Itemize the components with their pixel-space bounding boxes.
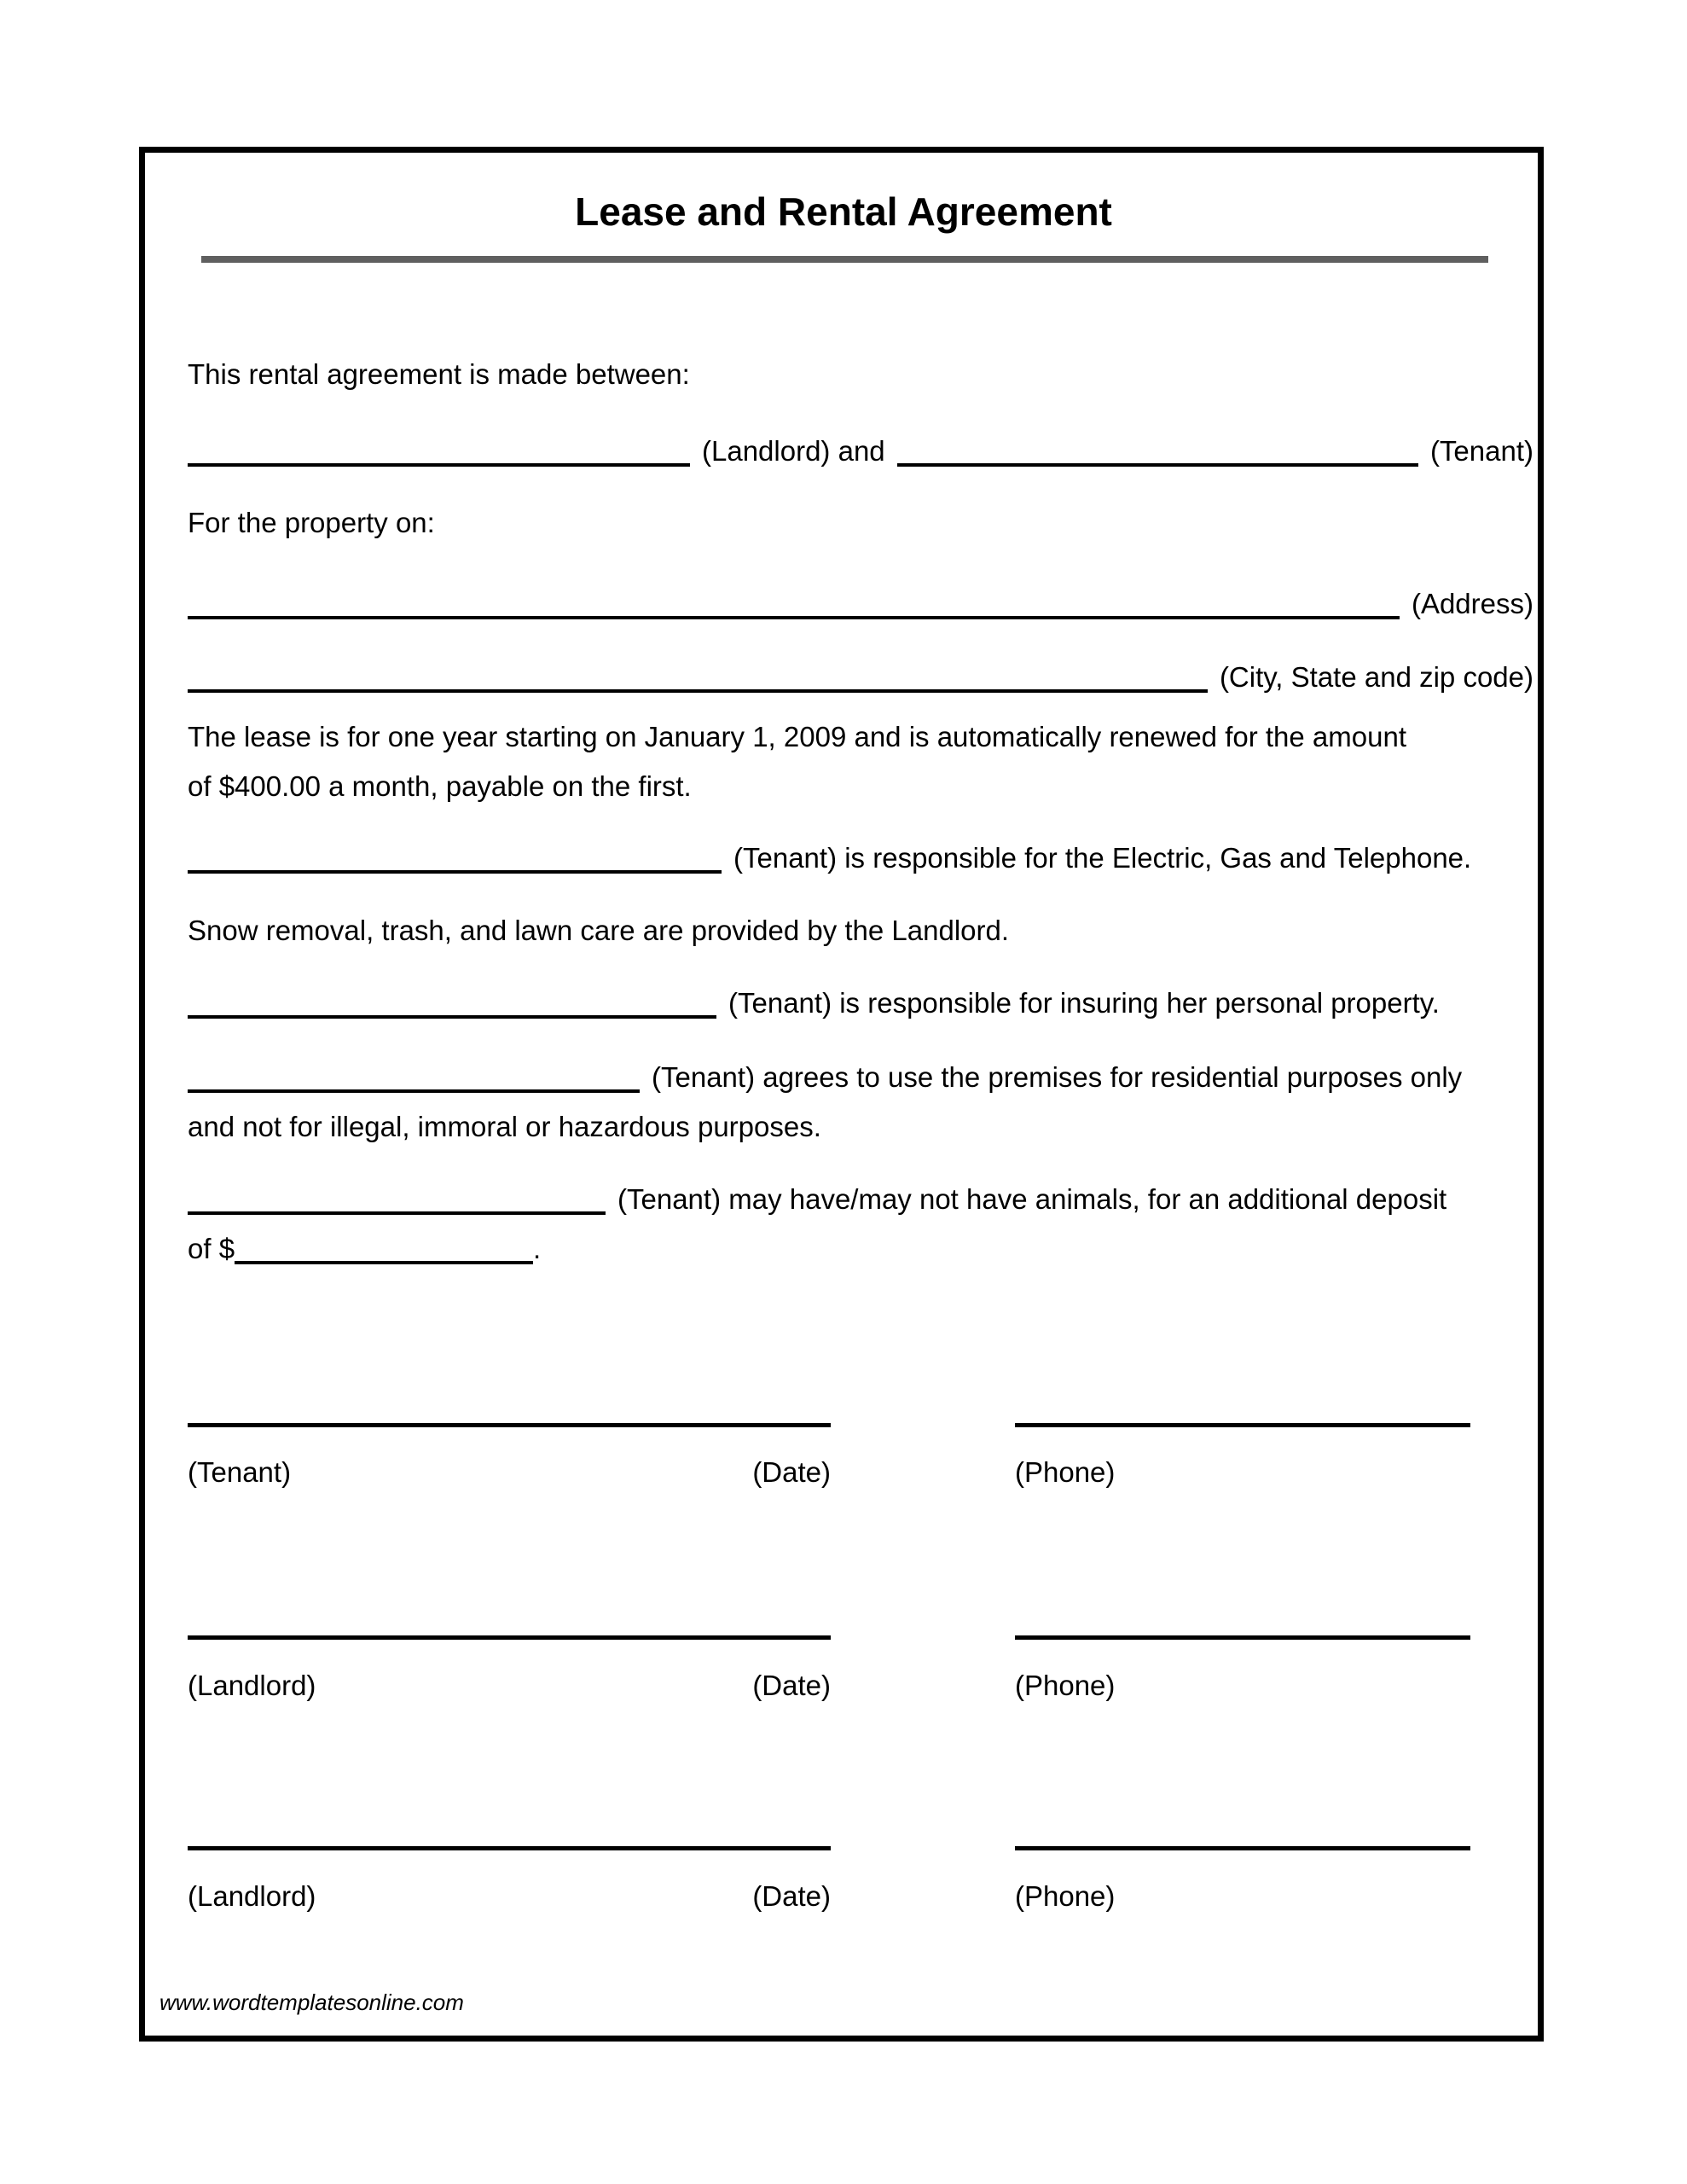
tenant-phone-label: (Phone) [1015, 1456, 1116, 1488]
landlord1-signature-label: (Landlord) [188, 1670, 316, 1701]
landlord-services-row [188, 906, 1533, 956]
utilities-tenant-blank [188, 870, 722, 874]
landlord2-signature-label: (Landlord) [188, 1880, 316, 1912]
signature-block-3-lines [188, 1846, 1533, 1850]
city-label: (City, State and zip code) [1219, 661, 1533, 693]
deposit-amount-blank [235, 1261, 533, 1264]
landlord1-phone-label: (Phone) [1015, 1670, 1116, 1701]
city-row [188, 653, 1533, 702]
landlord2-phone-label: (Phone) [1015, 1880, 1116, 1912]
signature-block-3-labels [188, 1872, 1533, 1921]
property-heading: For the property on: [188, 507, 435, 538]
tenant-date-label: (Date) [752, 1456, 831, 1488]
animals-tenant-blank [188, 1211, 606, 1215]
city-blank [188, 689, 1208, 693]
landlord2-phone-line [1015, 1846, 1470, 1850]
tenant-signature-label: (Tenant) [188, 1456, 292, 1488]
document-title: Lease and Rental Agreement [575, 189, 1112, 234]
utilities-clause: (Tenant) is responsible for the Electric, Gas and Telephone. [733, 842, 1472, 874]
tenant-label: (Tenant) [1429, 435, 1533, 467]
signature-block-1-labels [188, 1448, 1533, 1497]
signature-block-2-lines [188, 1635, 1533, 1640]
signature-gap [831, 1846, 1015, 1850]
animals-row-2 [188, 1224, 1533, 1274]
parties-row [188, 427, 1533, 476]
address-blank [188, 616, 1400, 619]
deposit-suffix: . [533, 1233, 542, 1264]
tenant-name-blank [897, 463, 1418, 467]
landlord2-date-label: (Date) [752, 1880, 831, 1912]
address-label: (Address) [1411, 588, 1533, 619]
landlord1-date-label: (Date) [752, 1670, 831, 1701]
website-footer: www.wordtemplatesonline.com [159, 1989, 464, 2015]
utilities-row [188, 834, 1533, 883]
signature-block-2-labels [188, 1661, 1533, 1711]
property-heading-row [188, 498, 1533, 548]
residential-clause-line-2: and not for illegal, immoral or hazardous purposes. [188, 1111, 821, 1142]
deposit-prefix: of $ [188, 1233, 235, 1264]
landlord-name-blank [188, 463, 690, 467]
residential-tenant-blank [188, 1089, 640, 1093]
lease-term-line-2 [188, 762, 1533, 811]
insurance-row [188, 979, 1533, 1028]
landlord2-signature-date-line [188, 1846, 831, 1850]
title-divider-rule [201, 256, 1488, 263]
lease-term-line-1 [188, 712, 1533, 762]
residential-row-2 [188, 1102, 1533, 1152]
landlord-services-clause: Snow removal, trash, and lawn care are provided by the Landlord. [188, 915, 1010, 946]
animals-clause-line-1: (Tenant) may have/may not have animals, for an additional deposit [617, 1183, 1447, 1215]
landlord-label: (Landlord) and [702, 435, 885, 467]
intro-line [188, 350, 1533, 399]
tenant-phone-line [1015, 1423, 1470, 1427]
residential-row-1 [188, 1053, 1533, 1102]
landlord1-phone-line [1015, 1635, 1470, 1640]
animals-row-1 [188, 1175, 1533, 1224]
intro-text: This rental agreement is made between: [188, 358, 690, 390]
lease-term-text-2: of $400.00 a month, payable on the first. [188, 770, 692, 802]
insurance-tenant-blank [188, 1015, 716, 1019]
signature-gap [831, 1423, 1015, 1427]
landlord1-signature-date-line [188, 1635, 831, 1640]
tenant-signature-date-line [188, 1423, 831, 1427]
lease-term-text-1: The lease is for one year starting on January 1, 2009 and is automatically renewed for the amount [188, 721, 1406, 752]
address-row [188, 579, 1533, 629]
residential-clause-line-1: (Tenant) agrees to use the premises for residential purposes only [652, 1061, 1463, 1093]
insurance-clause: (Tenant) is responsible for insuring her personal property. [728, 987, 1440, 1019]
signature-block-1-lines [188, 1423, 1533, 1427]
signature-gap [831, 1635, 1015, 1640]
